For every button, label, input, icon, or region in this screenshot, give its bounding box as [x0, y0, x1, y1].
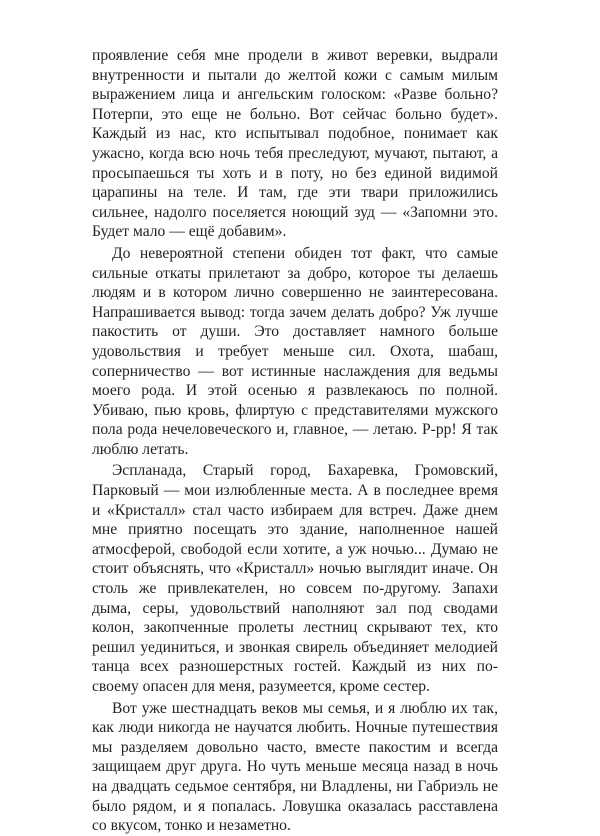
- paragraph-1: проявление себя мне продели в живот веревки, выдрали внутренности и пытали до желтой кожи с самым милым выражением лица и ангельским голоском: «Разве больно? Потерпи, это еще не больно. Вот сейчас больно будет». Каждый из нас, кто испытывал подобное, понимает как ужасно, когда всю ночь тебя преследуют, мучают, пытают, а просыпаешься ты хоть и в поту, но без единой видимой царапины на теле. И там, где эти твари приложились сильнее, надолго поселяется ноющий зуд — «Запомни это. Будет мало — ещё добавим».: [92, 47, 498, 241]
- book-page: [92, 46, 498, 836]
- paragraph-2: До невероятной степени обиден тот факт, что самые сильные откаты прилетают за добро, которое ты делаешь людям и в котором лично совершенно не заинтересована. Напрашивается вывод: тогда зачем делать добро? Уж лучше пакостить от души. Это доставляет намного больше удовольствия и требует меньше сил. Охота, шабаш, соперничество — вот истинные наслаждения для ведьмы моего рода. И этой осенью я развлекаюсь по полной. Убиваю, пью кровь, флиртую с представителями мужского пола рода нечеловеческого и, главное, — летаю. Р-рр! Я так люблю летать.: [92, 244, 498, 458]
- paragraph-3: Эспланада, Старый город, Бахаревка, Громовский, Парковый — мои излюбленные места. А в последнее время и «Кристалл» стал часто избираем для встреч. Даже днем мне приятно посещать это здание, наполненное нашей атмосферой, свободой если хотите, а уж ночью... Думаю не стоит объяснять, что «Кристалл» ночью выглядит иначе. Он столь же привлекателен, но совсем по-другому. Запахи дыма, серы, удовольствий наполняют зал под сводами колон, закопченные пролеты лестниц скрывают тех, кто решил уединиться, и звонкая свирель объединяет мелодией танца всех разношерстных гостей. Каждый из них по-своему опасен для меня, разумеется, кроме сестер.: [92, 462, 498, 695]
- paragraph-4: Вот уже шестнадцать веков мы семья, и я люблю их так, как люди никогда не научатся любить. Ночные путешествия мы разделяем довольно часто, вместе пакостим и всегда защищаем друг друга. Но чуть меньше месяца назад в ночь на двадцать седьмое сентября, ни Владлены, ни Габриэль не было рядом, и я попалась. Ловушка оказалась расставлена со вкусом, тонко и незаметно.: [92, 699, 498, 835]
